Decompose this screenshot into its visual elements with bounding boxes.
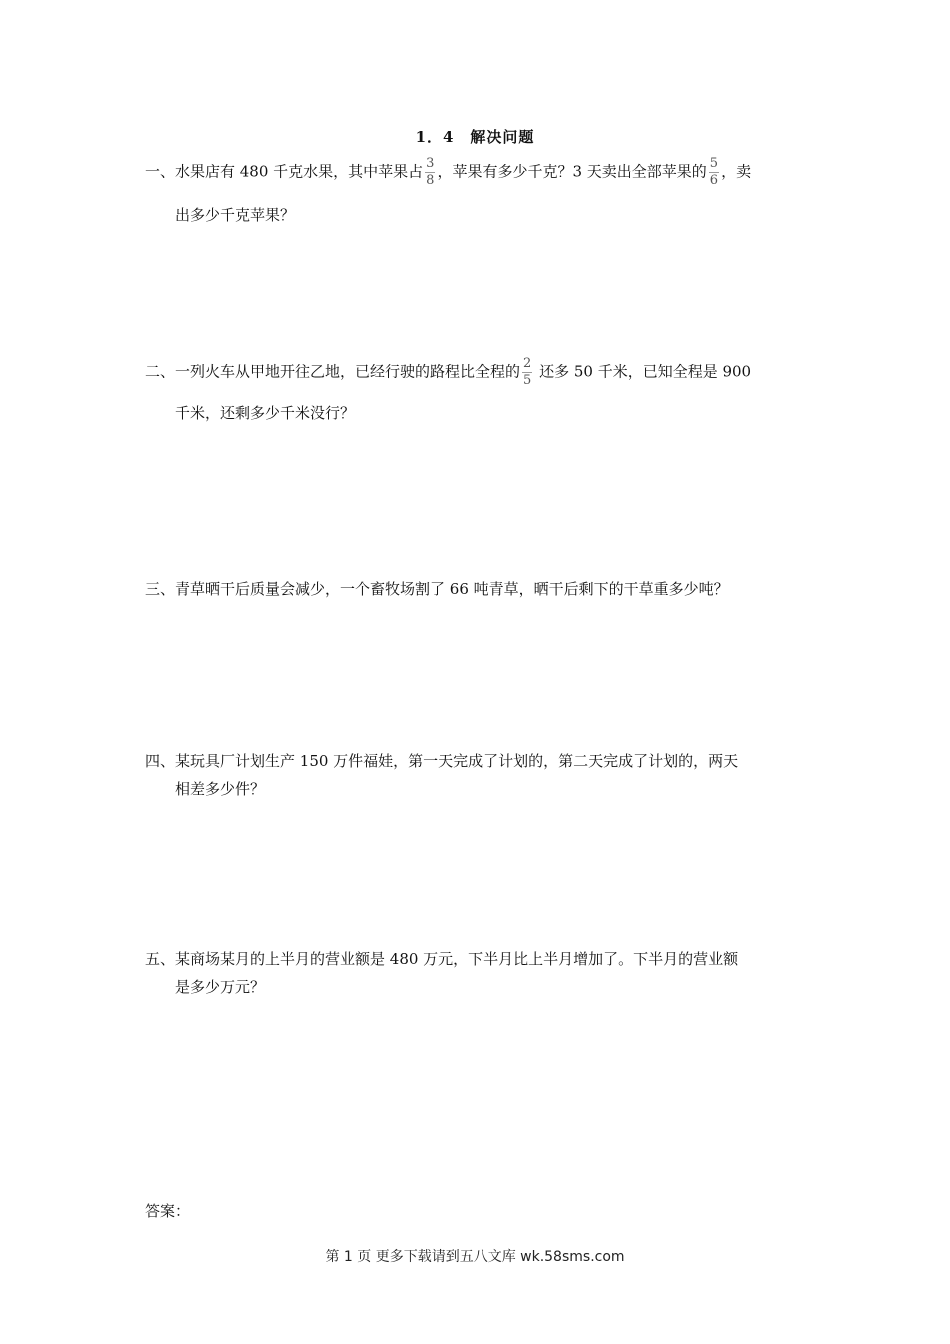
problem-2-line-2: 千米，还剩多少千米没行？ (175, 404, 356, 422)
problem-4-line-2: 相差多少件？ (175, 780, 266, 798)
problem-3-line-1: 三、青草晒干后质量会减少，一个畜牧场割了 66 吨青草，晒干后剩下的干草重多少吨？ (145, 580, 729, 598)
problem-1-line-1: 一、水果店有 480 千克水果，其中苹果占 $\frac{3}{8}$ ，苹果有多少千克？3 天卖出全部苹果的 $\frac{5}{6}$ ，卖 (145, 156, 752, 188)
fraction: $\frac{2}{5}$ (523, 356, 532, 388)
fraction: $\frac{5}{6}$ (709, 156, 719, 188)
problem-4-line-1: 四、某玩具厂计划生产 150 万件福娃，第一天完成了计划的，第二天完成了计划的，两天 (145, 752, 739, 770)
fraction: $\frac{3}{8}$ (426, 156, 435, 188)
problem-5-line-2: 是多少万元？ (175, 978, 266, 996)
problem-1-line-2: 出多少千克苹果？ (175, 206, 296, 224)
problem-2-line-1: 二、一列火车从甲地开往乙地，已经行驶的路程比全程的 $\frac{2}{5}$ 还多 50 千米，已知全程是 900 (145, 356, 752, 388)
answer-label: 答案： (145, 1202, 191, 1220)
problem-5-line-1: 五、某商场某月的上半月的营业额是 480 万元，下半月比上半月增加了。下半月的营业额 (145, 950, 739, 968)
page-footer: 第 1 页 更多下载请到五八文库 wk.58sms.com (325, 1249, 625, 1265)
page-title: 1．4 解决问题 (415, 128, 535, 146)
